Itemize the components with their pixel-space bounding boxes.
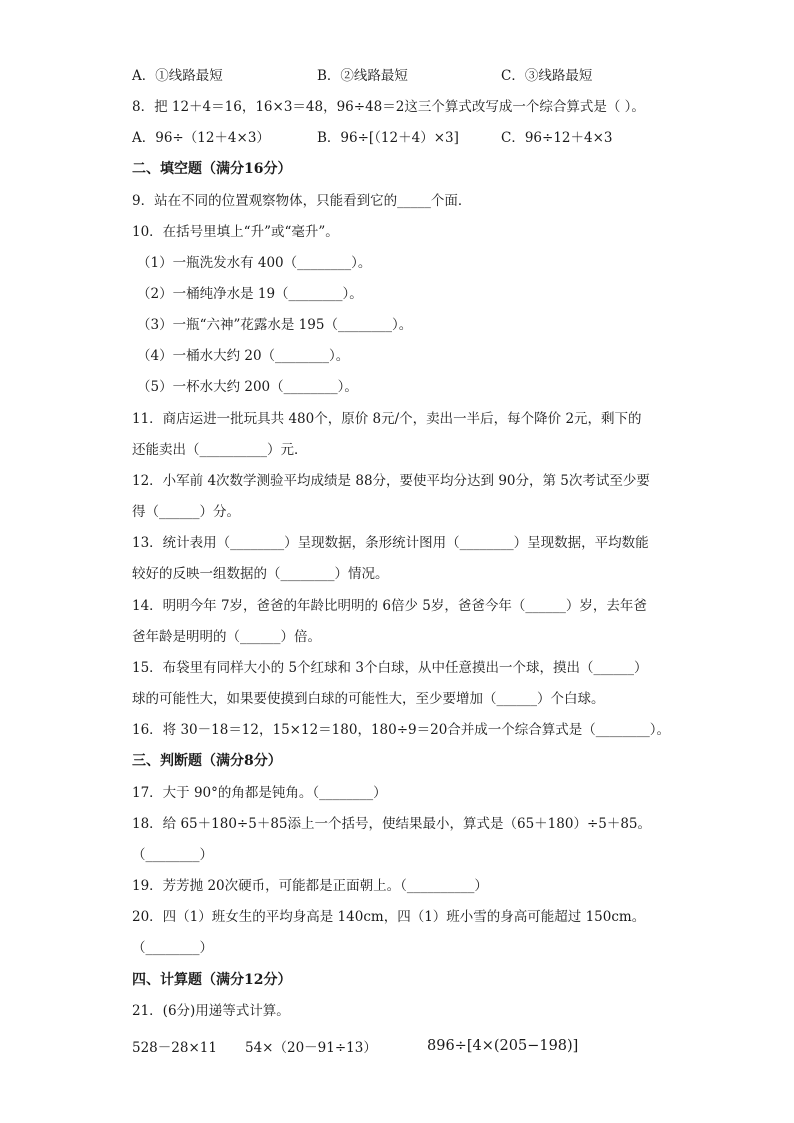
q14-line2: 爸年龄是明明的（______）倍。: [132, 629, 321, 645]
q12-line1: 12．小军前 4次数学测验平均成绩是 88分，要使平均分达到 90分，第 5次考试至少要: [132, 473, 650, 489]
q13-line2: 较好的反映一组数据的（________）情况。: [132, 566, 389, 582]
q10-item: （2）一桶纯净水是 19（________）。: [137, 286, 363, 302]
q10-item: （3）一瓶“六神”花露水是 195（________）。: [137, 317, 413, 333]
q12-line2: 得（______）分。: [132, 504, 240, 520]
q20-line1: 20．四（1）班女生的平均身高是 140cm，四（1）班小雪的身高可能超过 150cm。: [132, 909, 646, 925]
q9-text: 9．站在不同的位置观察物体，只能看到它的_____个面．: [132, 193, 472, 209]
q21-expr-3: 896÷[4×(205−198)]: [427, 1038, 579, 1054]
q11-line1: 11．商店运进一批玩具共 480个，原价 8元/个，卖出一半后，每个降价 2元，剩下的: [132, 411, 642, 427]
q21-expr-1: 528－28×11: [132, 1040, 217, 1056]
q20-line2: （________）: [132, 940, 213, 956]
q10-item: （1）一瓶洗发水有 400（________）。: [137, 255, 372, 271]
q17-text: 17．大于 90°的角都是钝角。（________）: [132, 785, 387, 801]
q19-text: 19．芳芳抛 20次硬币，可能都是正面朝上。（__________）: [132, 878, 488, 894]
q10-item: （4）一桶水大约 20（________）。: [137, 348, 350, 364]
q7-option-c: C．③线路最短: [501, 68, 593, 84]
q18-line2: （________）: [132, 847, 213, 863]
q18-line1: 18．给 65＋180÷5＋85添上一个括号，使结果最小，算式是（65＋180）÷5＋85。: [132, 816, 652, 832]
q8-option-b: B．96÷[（12＋4）×3]: [317, 130, 459, 146]
q15-line2: 球的可能性大，如果要使摸到白球的可能性大，至少要增加（______）个白球。: [132, 691, 605, 707]
q8-option-a: A．96÷（12＋4×3）: [132, 130, 270, 146]
q16-text: 16．将 30－18＝12，15×12＝180，180÷9＝20合并成一个综合算式是（________）。: [132, 722, 671, 738]
q8-stem: 8．把 12＋4＝16，16×3＝48，96÷48＝2这三个算式改写成一个综合算式是（ ）。: [132, 99, 645, 115]
q11-line2: 还能卖出（__________）元．: [132, 442, 308, 458]
q15-line1: 15．布袋里有同样大小的 5个红球和 3个白球，从中任意摸出一个球，摸出（______）: [132, 660, 648, 676]
section3-heading: 三、判断题（满分8分）: [132, 753, 282, 769]
q8-option-c: C．96÷12＋4×3: [501, 130, 613, 146]
q10-item: （5）一杯水大约 200（________）。: [137, 379, 358, 395]
q13-line1: 13．统计表用（________）呈现数据，条形统计图用（________）呈现数据，平均数能: [132, 535, 649, 551]
q21-expr-2: 54×（20－91÷13）: [245, 1040, 377, 1056]
section2-heading: 二、填空题（满分16分）: [132, 161, 292, 177]
q21-stem: 21．(6分)用递等式计算。: [132, 1003, 290, 1019]
q7-option-b: B．②线路最短: [317, 68, 408, 84]
q7-option-a: A．①线路最短: [132, 68, 223, 84]
section4-heading: 四、计算题（满分12分）: [132, 972, 292, 988]
q10-stem: 10．在括号里填上“升”或“毫升”。: [132, 224, 339, 240]
q14-line1: 14．明明今年 7岁，爸爸的年龄比明明的 6倍少 5岁，爸爸今年（______）岁，去年爸: [132, 598, 647, 614]
